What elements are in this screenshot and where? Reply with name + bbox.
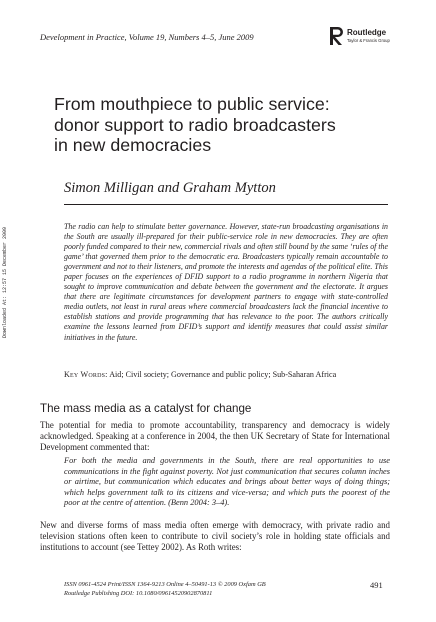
title-line: From mouthpiece to public service: <box>54 94 330 114</box>
footer-publication-info <box>64 580 266 598</box>
title-line: in new democracies <box>54 135 212 155</box>
section-heading: The mass media as a catalyst for change <box>40 402 252 415</box>
article-title <box>54 94 394 156</box>
routledge-logo-icon <box>330 26 344 46</box>
keywords-list: Aid; Civil society; Governance and public policy; Sub-Saharan Africa <box>109 370 337 379</box>
publisher-logo[interactable] <box>330 26 410 48</box>
abstract: The radio can help to stimulate better governance. However, state-run broadcasting organisations in the South are usually ill-prepared for their public-service role in new democracies. They are often poorly funded compared to their new, commercial rivals and often still bound by the same ‘rules of the game’ that governed them prior to the democratic era. Broadcasters typically remain accountable to government and not to their listeners, and promote the interests and agendas of the political elite. This paper focuses on the experiences of DFID support to a radio programme in northern Nigeria that sought to improve communication and debate between the government and the electorate. It argues that there are legitimate circumstances for development partners to engage with state-controlled media outlets, not least in rural areas where commercial broadcasters lack the financial incentive to establish stations and provide programming that has relevance to the poor. The authors critically examine the lessons learned from DFID’s support and identify measures that could assist similar initiatives in the future. <box>64 222 388 342</box>
keywords <box>64 370 388 379</box>
keywords-label: Key Words: <box>64 370 108 379</box>
title-rule <box>64 204 388 205</box>
title-line: donor support to radio broadcasters <box>54 114 336 135</box>
download-note: Downloaded At: 12:57 15 December 2009 <box>2 226 8 338</box>
footer-issn: ISSN 0961-4524 Print/ISSN 1364-9213 Online 4–50491-13 © 2009 Oxfam GB <box>64 581 266 588</box>
journal-citation: Development in Practice, Volume 19, Numbers 4–5, June 2009 <box>40 32 254 42</box>
body-paragraph: The potential for media to promote accountability, transparency and democracy is widely acknowledged. Speaking at a conference in 2004, the then UK Secretary of State for International Development commented that: <box>40 420 390 452</box>
article-authors: Simon Milligan and Graham Mytton <box>64 180 276 196</box>
publisher-group: Taylor & Francis Group <box>347 38 390 43</box>
footer-doi: Routledge Publishing DOI: 10.1080/09614520902870811 <box>64 590 213 597</box>
body-paragraph: New and diverse forms of mass media often emerge with democracy, with private radio and television stations often keen to contribute to civil society’s role in holding state officials and institutions to account (see Tettey 2002). As Roth writes: <box>40 520 390 552</box>
page-number: 491 <box>370 580 383 590</box>
download-watermark <box>2 226 12 338</box>
publisher-name: Routledge <box>347 28 387 37</box>
block-quote: For both the media and governments in the South, there are real opportunities to use communications in the fight against poverty. Not just communication that secures column inches or airtime, but communication which educates and brings about better ways of doing things; which helps government talk to its citizens and vice-versa; and which puts the poorest of the poor at the centre of attention. (Benn 2004: 3–4). <box>64 456 390 507</box>
